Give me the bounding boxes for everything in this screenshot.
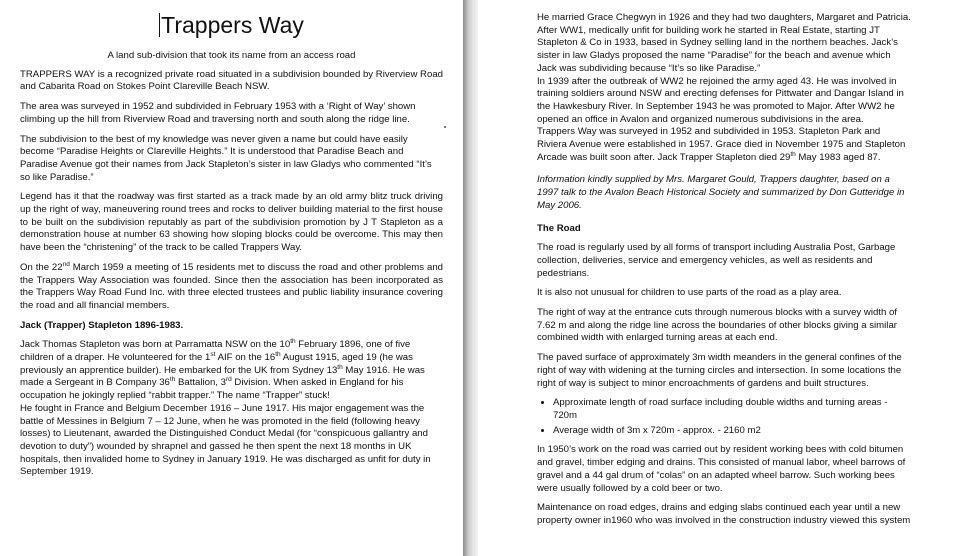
biography-heading: Jack (Trapper) Stapleton 1896-1983.: [20, 319, 184, 331]
stray-dot: [444, 126, 446, 128]
biography-paragraph: Jack Thomas Stapleton was born at Parramatta NSW on the 10th February 1896, one of five children of a draper. He volunteered for the 1st AIF on the 16th August 1915, aged 19 (he was previously an apprentice builder). He embarked for the UK from Sydney 13th May 1916. He was made a Sergeant in B Company 36th Battalion, 3rd Division. When asked in England for his occupation he jokingly replied “rabbit trapper.” The name “Trapper” stuck! He fought in France and Belgium December 1916 – June 1917. His major engagement was the battle of Messines in Belgium 7 – 12 June, when he was promoted in the field (following heavy losses) to Lieutenant, awarded the Distinguished Conduct Medal (for “conspicuous gallantry and devotion to duty”) wounded by shrapnel and gassed he then spent the next 18 months in UK hospitals, then invalided home to Sydney in January 1919. He was discharged as unfit for duty in September 1919.: [20, 338, 431, 478]
document-subtitle: A land sub-division that took its name from an access road: [107, 50, 356, 61]
list-item: • Average width of 3m x 720m - approx. - 2160 m2: [553, 425, 912, 438]
credit-paragraph: Information kindly supplied by Mrs. Margaret Gould, Trappers daughter, based on a 1997 talk to the Avalon Beach Historical Society and summarized by Don Gutteridge in May 2006.: [537, 174, 905, 211]
road-heading: The Road: [537, 222, 581, 234]
survey-paragraph: The area was surveyed in 1952 and subdivided in February 1953 with a ‘Right of Way’ shown climbing up the hill from Riverview Road and traversing north and south along the ridge line.: [20, 101, 416, 125]
road-dimensions-list: [537, 397, 912, 437]
intro-paragraph: TRAPPERS WAY is a recognized private road situated in a subdivision bounded by Riverview Road and Cabarita Road on Stokes Point Clareville Beach NSW.: [20, 68, 443, 93]
left-page: [0, 0, 463, 556]
name-origin-paragraph: The subdivision to the best of my knowledge was never given a name but could have easily become “Paradise Heights or Clareville Heights.” It is understood that Paradise Beach and Paradise Avenue got their names from Jack Stapleton’s sister in law Gladys who commented “It’s so like Paradise.”: [20, 133, 432, 183]
list-item: • Approximate length of road surface including double widths and turning areas - 720m: [553, 397, 912, 422]
page-gutter: [463, 0, 478, 556]
document-title-text: Trappers Way: [161, 12, 304, 38]
meeting-paragraph: On the 22nd March 1959 a meeting of 15 residents met to discuss the road and other problems and the Trappers Way Association was founded. Since then the association has been incorporated as the Trappers Way Road Fund Inc. with three elected trustees and public liability insurance covering the road and all financial members.: [20, 260, 443, 311]
play-area-paragraph: It is also not unusual for children to use parts of the road as a play area.: [537, 287, 842, 299]
legend-paragraph: Legend has it that the roadway was first started as a track made by an old army blitz truck driving up the right of way, maneuvering round trees and rocks to deliver building material to the first house to be built on the subdivision reputably as part of the subdivision promotion by J T Stapleton as a demonstration house at number 63 showing how sloping blocks could be overcome. This may then have been the “christening” of the track to be called Trappers Way.: [20, 191, 443, 254]
road-usage-paragraph: The road is regularly used by all forms of transport including Australia Post, Garbage collection, deliveries, service and emergency vehicles, as well as residents and pedestrians.: [537, 242, 896, 279]
paved-surface-paragraph: The paved surface of approximately 3m width meanders in the general confines of the right of way with widening at the turning circles and intersection. In some locations the right of way is subject to minor encroachments of gardens and built structures.: [537, 352, 902, 389]
ww2-paragraph: In 1939 after the outbreak of WW2 he rejoined the army aged 43. He was involved in training soldiers around NSW and erecting defenses for Pittwater and Dangar Island in the Hawkesbury River. In September 1943 he was promoted to Major. After WW2 he opened an office in Avalon and organized numerous subdivisions in the area.: [537, 75, 904, 125]
maintenance-paragraph: Maintenance on road edges, drains and edging slabs continued each year until a new property owner in1960 who was involved in the construction industry viewed this system: [537, 502, 911, 526]
document-title: [20, 10, 443, 40]
later-life-paragraph: Trappers Way was surveyed in 1952 and subdivided in 1953. Stapleton Park and Riviera Avenue were established in 1957. Grace died in November 1975 and Stapleton Arcade was built soon after. Jack Trapper Stapleton died 29th May 1983 aged 87.: [537, 126, 906, 163]
marriage-paragraph: He married Grace Chegwyn in 1926 and they had two daughters, Margaret and Patricia. After WW1, medically unfit for building work he started in Real Estate, starting JT Stapleton & Co in 1933, based in Sydney selling land in the northern beaches. Jack’s sister in law Gladys proposed the name “Paradise” for the beach and avenue which Jack was subdividing because “It’s so like Paradise.”: [537, 12, 911, 74]
working-bees-paragraph: In 1950’s work on the road was carried out by resident working bees with cold bitumen and gravel, timber edging and drains. This consisted of manual labor, wheel barrows of gravel and a 44 gal drum of “colas” on an adapted wheel barrow. Such working bees were usually followed by a cold beer or two.: [537, 444, 906, 494]
text-cursor: [159, 13, 160, 37]
right-of-way-paragraph: The right of way at the entrance cuts through numerous blocks with a survey width of 7.62 m and along the ridge line across the boundaries of other blocks giving a similar combined width with enlarged turning areas at each end.: [537, 307, 897, 344]
right-page: [478, 0, 958, 556]
